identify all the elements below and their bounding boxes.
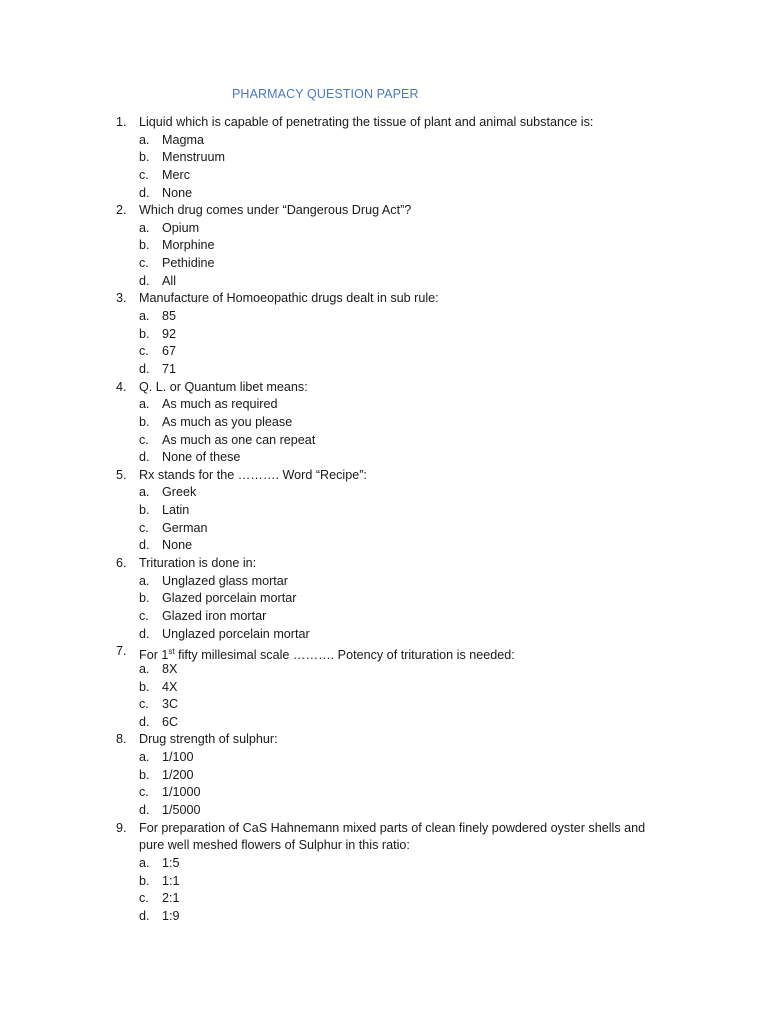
option-letter: d. <box>139 626 150 641</box>
option-text: 6C <box>162 714 179 729</box>
question-3 <box>0 290 768 308</box>
answer-option <box>0 714 768 732</box>
question-number: 2. <box>116 203 127 218</box>
answer-option <box>0 255 768 273</box>
option-letter: b. <box>139 767 150 782</box>
option-text: 71 <box>162 361 177 376</box>
question-number: 1. <box>116 115 127 129</box>
answer-option <box>0 132 768 150</box>
option-text: 2:1 <box>162 891 180 906</box>
question-4 <box>0 379 768 397</box>
option-letter: b. <box>139 326 150 341</box>
option-letter: b. <box>139 873 150 888</box>
answer-option <box>0 890 768 908</box>
option-text: None <box>162 538 193 553</box>
answer-option <box>0 855 768 873</box>
page-title: PHARMACY QUESTION PAPER <box>232 87 419 101</box>
answer-option <box>0 626 768 644</box>
option-text: As much as required <box>162 397 278 412</box>
option-text: 85 <box>162 309 177 324</box>
answer-option <box>0 908 768 926</box>
option-text: None of these <box>162 450 241 465</box>
question-text: Rx stands for the ………. Word “Recipe”: <box>139 467 367 482</box>
question-text: Q. L. or Quantum libet means: <box>139 379 308 394</box>
option-text: None <box>162 185 193 200</box>
answer-option <box>0 220 768 238</box>
option-text: German <box>162 520 208 535</box>
option-letter: a. <box>139 485 150 500</box>
option-text: 1/1000 <box>162 785 201 800</box>
answer-option <box>0 679 768 697</box>
option-letter: b. <box>139 150 150 165</box>
option-letter: b. <box>139 591 150 606</box>
answer-option <box>0 749 768 767</box>
option-letter: a. <box>139 220 150 235</box>
question-number: 7. <box>116 644 127 659</box>
option-letter: c. <box>139 520 149 535</box>
option-text: Magma <box>162 132 204 147</box>
answer-option <box>0 696 768 714</box>
option-text: Glazed iron mortar <box>162 608 267 623</box>
ordinal-suffix: st <box>168 647 175 657</box>
option-text: 1/5000 <box>162 802 201 817</box>
question-8 <box>0 731 768 749</box>
option-letter: b. <box>139 238 150 253</box>
question-text: For 1st fifty millesimal scale ………. Potency of trituration is needed: <box>139 647 515 663</box>
option-letter: c. <box>139 256 149 271</box>
answer-option <box>0 661 768 679</box>
option-text: 67 <box>162 344 177 359</box>
answer-option <box>0 396 768 414</box>
question-number: 6. <box>116 556 127 571</box>
option-letter: d. <box>139 714 150 729</box>
answer-option <box>0 149 768 167</box>
option-letter: d. <box>139 908 150 923</box>
question-number: 3. <box>116 291 127 306</box>
answer-option <box>0 167 768 185</box>
question-number: 9. <box>116 820 127 835</box>
answer-option <box>0 520 768 538</box>
question-1 <box>0 114 768 132</box>
question-2 <box>0 202 768 220</box>
question-list <box>0 114 768 925</box>
question-text: Which drug comes under “Dangerous Drug Act”? <box>139 203 412 218</box>
question-7 <box>0 643 768 661</box>
answer-option <box>0 537 768 555</box>
answer-option <box>0 343 768 361</box>
option-letter: c. <box>139 608 149 623</box>
question-text: For preparation of CaS Hahnemann mixed parts of clean finely powdered oyster shells and pure well meshed flowers of Sulphur in this ratio: <box>139 820 646 853</box>
answer-option <box>0 784 768 802</box>
answer-option <box>0 608 768 626</box>
option-text: Morphine <box>162 238 215 253</box>
option-letter: c. <box>139 432 149 447</box>
option-text: Glazed porcelain mortar <box>162 591 297 606</box>
answer-option <box>0 432 768 450</box>
question-number: 4. <box>116 379 127 394</box>
option-letter: c. <box>139 344 149 359</box>
option-letter: d. <box>139 361 150 376</box>
answer-option <box>0 573 768 591</box>
answer-option <box>0 484 768 502</box>
option-letter: a. <box>139 309 150 324</box>
answer-option <box>0 237 768 255</box>
option-letter: b. <box>139 503 150 518</box>
answer-option <box>0 185 768 203</box>
option-text: 1:5 <box>162 855 180 870</box>
answer-option <box>0 590 768 608</box>
answer-option <box>0 449 768 467</box>
option-text: As much as you please <box>162 414 293 429</box>
option-text: 1:1 <box>162 873 180 888</box>
option-text: Unglazed porcelain mortar <box>162 626 310 641</box>
option-letter: c. <box>139 697 149 712</box>
question-9 <box>0 820 768 855</box>
option-letter: c. <box>139 167 149 182</box>
question-number: 8. <box>116 732 127 747</box>
option-letter: d. <box>139 802 150 817</box>
option-text: 3C <box>162 697 179 712</box>
question-number: 5. <box>116 467 127 482</box>
option-text: Pethidine <box>162 256 215 271</box>
option-text: 4X <box>162 679 178 694</box>
answer-option <box>0 361 768 379</box>
option-letter: d. <box>139 538 150 553</box>
answer-option <box>0 767 768 785</box>
answer-option <box>0 873 768 891</box>
option-letter: b. <box>139 679 150 694</box>
option-letter: d. <box>139 273 150 288</box>
answer-option <box>0 414 768 432</box>
option-text: Latin <box>162 503 190 518</box>
question-text: Manufacture of Homoeopathic drugs dealt in sub rule: <box>139 291 439 306</box>
option-text: 8X <box>162 661 178 676</box>
answer-option <box>0 502 768 520</box>
option-letter: c. <box>139 785 149 800</box>
option-letter: c. <box>139 891 149 906</box>
option-text: Opium <box>162 220 200 235</box>
option-text: Greek <box>162 485 197 500</box>
option-letter: d. <box>139 185 150 200</box>
option-text: 1/100 <box>162 750 194 765</box>
answer-option <box>0 273 768 291</box>
option-text: As much as one can repeat <box>162 432 316 447</box>
answer-option <box>0 326 768 344</box>
option-text: 1/200 <box>162 767 194 782</box>
option-text: Menstruum <box>162 150 225 165</box>
option-letter: a. <box>139 397 150 412</box>
option-letter: a. <box>139 661 150 676</box>
question-text: Drug strength of sulphur: <box>139 732 278 747</box>
option-letter: a. <box>139 573 150 588</box>
option-letter: a. <box>139 855 150 870</box>
option-letter: b. <box>139 414 150 429</box>
option-text: 92 <box>162 326 177 341</box>
option-letter: a. <box>139 750 150 765</box>
option-letter: a. <box>139 132 150 147</box>
option-text: 1:9 <box>162 908 180 923</box>
question-6 <box>0 555 768 573</box>
option-letter: d. <box>139 450 150 465</box>
question-text: Liquid which is capable of penetrating the tissue of plant and animal substance is: <box>139 115 594 129</box>
answer-option <box>0 308 768 326</box>
option-text: All <box>162 273 176 288</box>
option-text: Unglazed glass mortar <box>162 573 288 588</box>
answer-option <box>0 802 768 820</box>
question-text: Trituration is done in: <box>139 556 257 571</box>
option-text: Merc <box>162 167 190 182</box>
question-5 <box>0 467 768 485</box>
